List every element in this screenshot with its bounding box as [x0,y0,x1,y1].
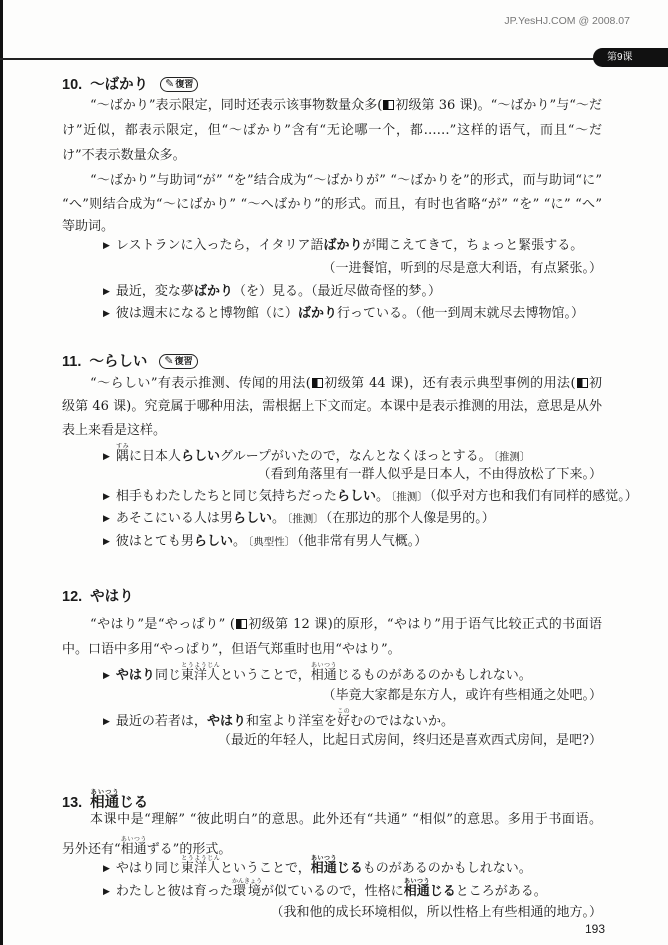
text-run: （在那边的那个人像是男的。） [325,511,495,526]
ruby-word [180,662,220,683]
header-rule [0,58,600,60]
paragraph-line [62,398,602,416]
example-translation: （一进餐馆，听到的尽是意大利语，有点紧张。） [322,261,602,276]
ruby-word [403,878,430,899]
usage-tag: 〔 推测 〕 [391,491,428,503]
text-run: が似ているので，性格に [260,884,404,899]
text-run: “やはり”是“やっぱり” ( [90,617,235,632]
text-run: 初级第 12 课)的原形，“やはり”用于语气比较正式的书面语 [247,617,602,632]
text-run: 最近，変な夢 [115,284,194,299]
bold-keyword: ばかり [193,284,233,299]
furigana: この [336,708,350,715]
pencil-icon: ✎ [165,78,175,90]
text-run: わたしと彼は育った [115,884,233,899]
text-run: 同じ [154,668,181,683]
paragraph-line [62,218,602,236]
ruby-base: 東洋人 [180,668,220,683]
text-run: に日本人 [128,449,181,464]
bullet-triangle-icon: ▶ [103,241,110,251]
text-run: 。 [232,534,246,549]
example-sentence [103,443,532,464]
paragraph-line [90,97,602,115]
ruby-word [310,855,337,876]
badge-label: 復習 [174,356,193,366]
example-translation: （毕竟大家都是东方人，或许有些相通之处吧。） [322,688,602,703]
text-run: じる [119,795,149,811]
example-sentence [103,708,454,729]
ruby-base: 環境 [231,884,262,899]
text-run: （を）見る。（最近尽做奇怪的梦。） [232,284,441,299]
book-icon [577,378,588,388]
text-run: 和室より洋室を [245,714,337,729]
text-run: やはり [90,589,134,605]
badge-label: 復習 [175,79,194,89]
ruby-word [90,790,120,811]
text-run: け”不表示数量众多。 [62,148,186,163]
ruby-base: 東洋人 [180,861,220,876]
text-run: じるものがあるのかもしれない。 [336,668,532,683]
text-run: 本课中是“理解” “彼此明白”的意思。此外还有“共通” “相似”的意思。多用于书面语。 [90,812,602,827]
example-sentence [103,510,495,528]
text-run: 中。口语中多用“やっぱり”，但语气郑重时也用“やはり”。 [62,642,401,657]
text-run: “～ばかり”与助词“が” “を”结合成为“～ばかりが” “～ばかりを”的形式，而与助词“に” [90,173,602,188]
text-run: 等助词。 [62,219,115,234]
bold-keyword: ばかり [297,306,337,321]
furigana: あいつう [90,790,120,796]
example-translation: （我和他的成长环境相似，所以性格上有些相通的地方。） [270,905,602,920]
text-run: が聞こえてきて，ちょっと緊張する。 [362,238,584,253]
book-icon [383,100,394,110]
example-sentence [103,878,547,899]
usage-tag: 〔 典型性 〕 [248,536,295,548]
text-run: ずる”的形式。 [146,842,232,857]
furigana: あいつう [310,855,337,862]
paragraph-line [90,375,602,393]
ruby-base: 相通 [310,861,337,876]
text-run: 。 [271,511,285,526]
page-number: 193 [585,922,606,936]
example-sentence [103,305,584,323]
ruby-word [231,878,262,899]
text-run: ということで， [219,861,311,876]
text-run: 彼は週末になると博物館（に） [115,306,298,321]
review-badge [160,77,198,92]
text-run: ところがある。 [455,884,547,899]
bullet-triangle-icon: ▶ [103,309,110,319]
ruby-word [336,708,350,729]
example-sentence [103,662,532,683]
text-run: け”近似，都表示限定，但“～ばかり”含有“无论哪一个，都……”这样的语气，而且“～だ [62,123,602,138]
example-translation: （最近的年轻人，比起日式房间，终归还是喜欢西式房间，是吧?） [218,733,602,748]
text-run: ものがあるのかもしれない。 [362,861,532,876]
bullet-triangle-icon: ▶ [103,864,110,874]
section-heading [62,790,149,811]
example-sentence [103,533,427,551]
section-number: 10. [62,77,83,93]
example-translation: （看到角落里有一群人似乎是日本人，不由得放松了下来。） [257,467,602,482]
paragraph-line [90,172,602,190]
text-run: 。 [375,489,389,504]
text-run: “～ばかり”表示限定，同时还表示该事物数量众多( [90,98,383,113]
pencil-icon: ✎ [164,355,174,367]
paragraph-line [90,811,602,829]
scan-border [0,0,3,945]
text-run: 表上来看是这样。 [62,423,167,438]
text-run: あそこにいる人は男 [115,511,233,526]
section-heading [62,76,198,94]
bold-keyword: らしい [180,449,220,464]
text-run: 彼はとても男 [115,534,194,549]
book-icon [312,378,323,388]
furigana: とうようじん [180,662,220,669]
paragraph-line [62,122,602,140]
ruby-word [180,855,220,876]
text-run: （他非常有男人气概。） [297,534,428,549]
furigana: かんきょう [231,878,262,885]
bullet-triangle-icon: ▶ [103,887,110,897]
text-run: 行っている。（他一到周末就尽去博物馆。） [336,306,584,321]
ruby-word [115,443,129,464]
section-number: 12. [62,589,83,605]
ruby-base: 相通 [120,842,147,857]
furigana: あいつう [310,662,337,669]
example-sentence [103,488,638,506]
text-run: グループがいたので，なんとなくほっとする。 [219,449,492,464]
text-run: （似乎对方也和我们有同样的感觉。） [429,489,638,504]
bold-keyword: じる [336,861,363,876]
paragraph-line [62,836,602,857]
text-run: やはり同じ [115,861,181,876]
furigana: あいつう [403,878,430,885]
text-run: 初级第 36 课)。“～ばかり”与“～だ [395,98,602,113]
bullet-triangle-icon: ▶ [103,671,110,681]
furigana: すみ [115,443,129,450]
example-sentence [103,283,441,301]
paragraph-line [90,616,602,634]
ruby-base: 相通 [90,795,120,811]
bullet-triangle-icon: ▶ [103,492,110,502]
bold-keyword: ばかり [323,238,363,253]
review-badge [159,354,197,369]
usage-tag: 〔 推测 〕 [287,513,324,525]
section-number: 11. [62,354,82,370]
text-run: 级第 46 课)。究竟属于哪种用法，需根据上下文而定。本课中是表示推测的用法，意思是从外 [62,399,602,414]
bullet-triangle-icon: ▶ [103,452,110,462]
text-run: ～らしい [89,354,148,370]
text-run: “～らしい”有表示推测、传闻的用法( [90,376,311,391]
text-run: むのではないか。 [349,714,454,729]
bold-keyword: じる [429,884,456,899]
paragraph-line [62,422,602,440]
text-run: 相手もわたしたちと同じ気持ちだった [115,489,337,504]
bold-keyword: やはり [115,668,155,683]
text-run: 另外还有“ [62,842,121,857]
text-run: レストランに入ったら，イタリア語 [115,238,324,253]
text-run: ということで， [219,668,311,683]
text-run: 初 [588,376,602,391]
bullet-triangle-icon: ▶ [103,537,110,547]
furigana: とうようじん [180,855,220,862]
bullet-triangle-icon: ▶ [103,717,110,727]
paragraph-line [62,641,602,659]
example-sentence [103,855,532,876]
text-run: 最近の若者は， [115,714,207,729]
watermark: JP.YesHJ.COM @ 2008.07 [504,15,630,27]
bullet-triangle-icon: ▶ [103,287,110,297]
text-run: ～ばかり [90,77,149,93]
ruby-base: 好 [336,714,350,729]
ruby-base: 相通 [403,884,430,899]
furigana: あいつう [120,836,147,843]
paragraph-line [62,147,602,165]
usage-tag: 〔 推测 〕 [494,451,531,463]
example-sentence [103,237,583,255]
book-icon [236,619,247,629]
lesson-tab: 第9课 [593,48,668,67]
bullet-triangle-icon: ▶ [103,514,110,524]
bold-keyword: らしい [232,511,272,526]
section-number: 13. [62,795,83,811]
ruby-word [310,662,337,683]
text-run: “へ”则结合成为“～にばかり” “～へばかり”的形式。而且，有时也省略“が” “を” “に” “へ” [62,197,602,212]
bold-keyword: らしい [193,534,233,549]
bold-keyword: らしい [336,489,376,504]
section-heading [62,353,198,371]
section-heading [62,588,134,606]
ruby-base: 隅 [115,449,129,464]
bold-keyword: やはり [206,714,246,729]
paragraph-line [62,196,602,214]
ruby-base: 相通 [310,668,337,683]
text-run: 初级第 44 课)，还有表示典型事例的用法( [323,376,576,391]
